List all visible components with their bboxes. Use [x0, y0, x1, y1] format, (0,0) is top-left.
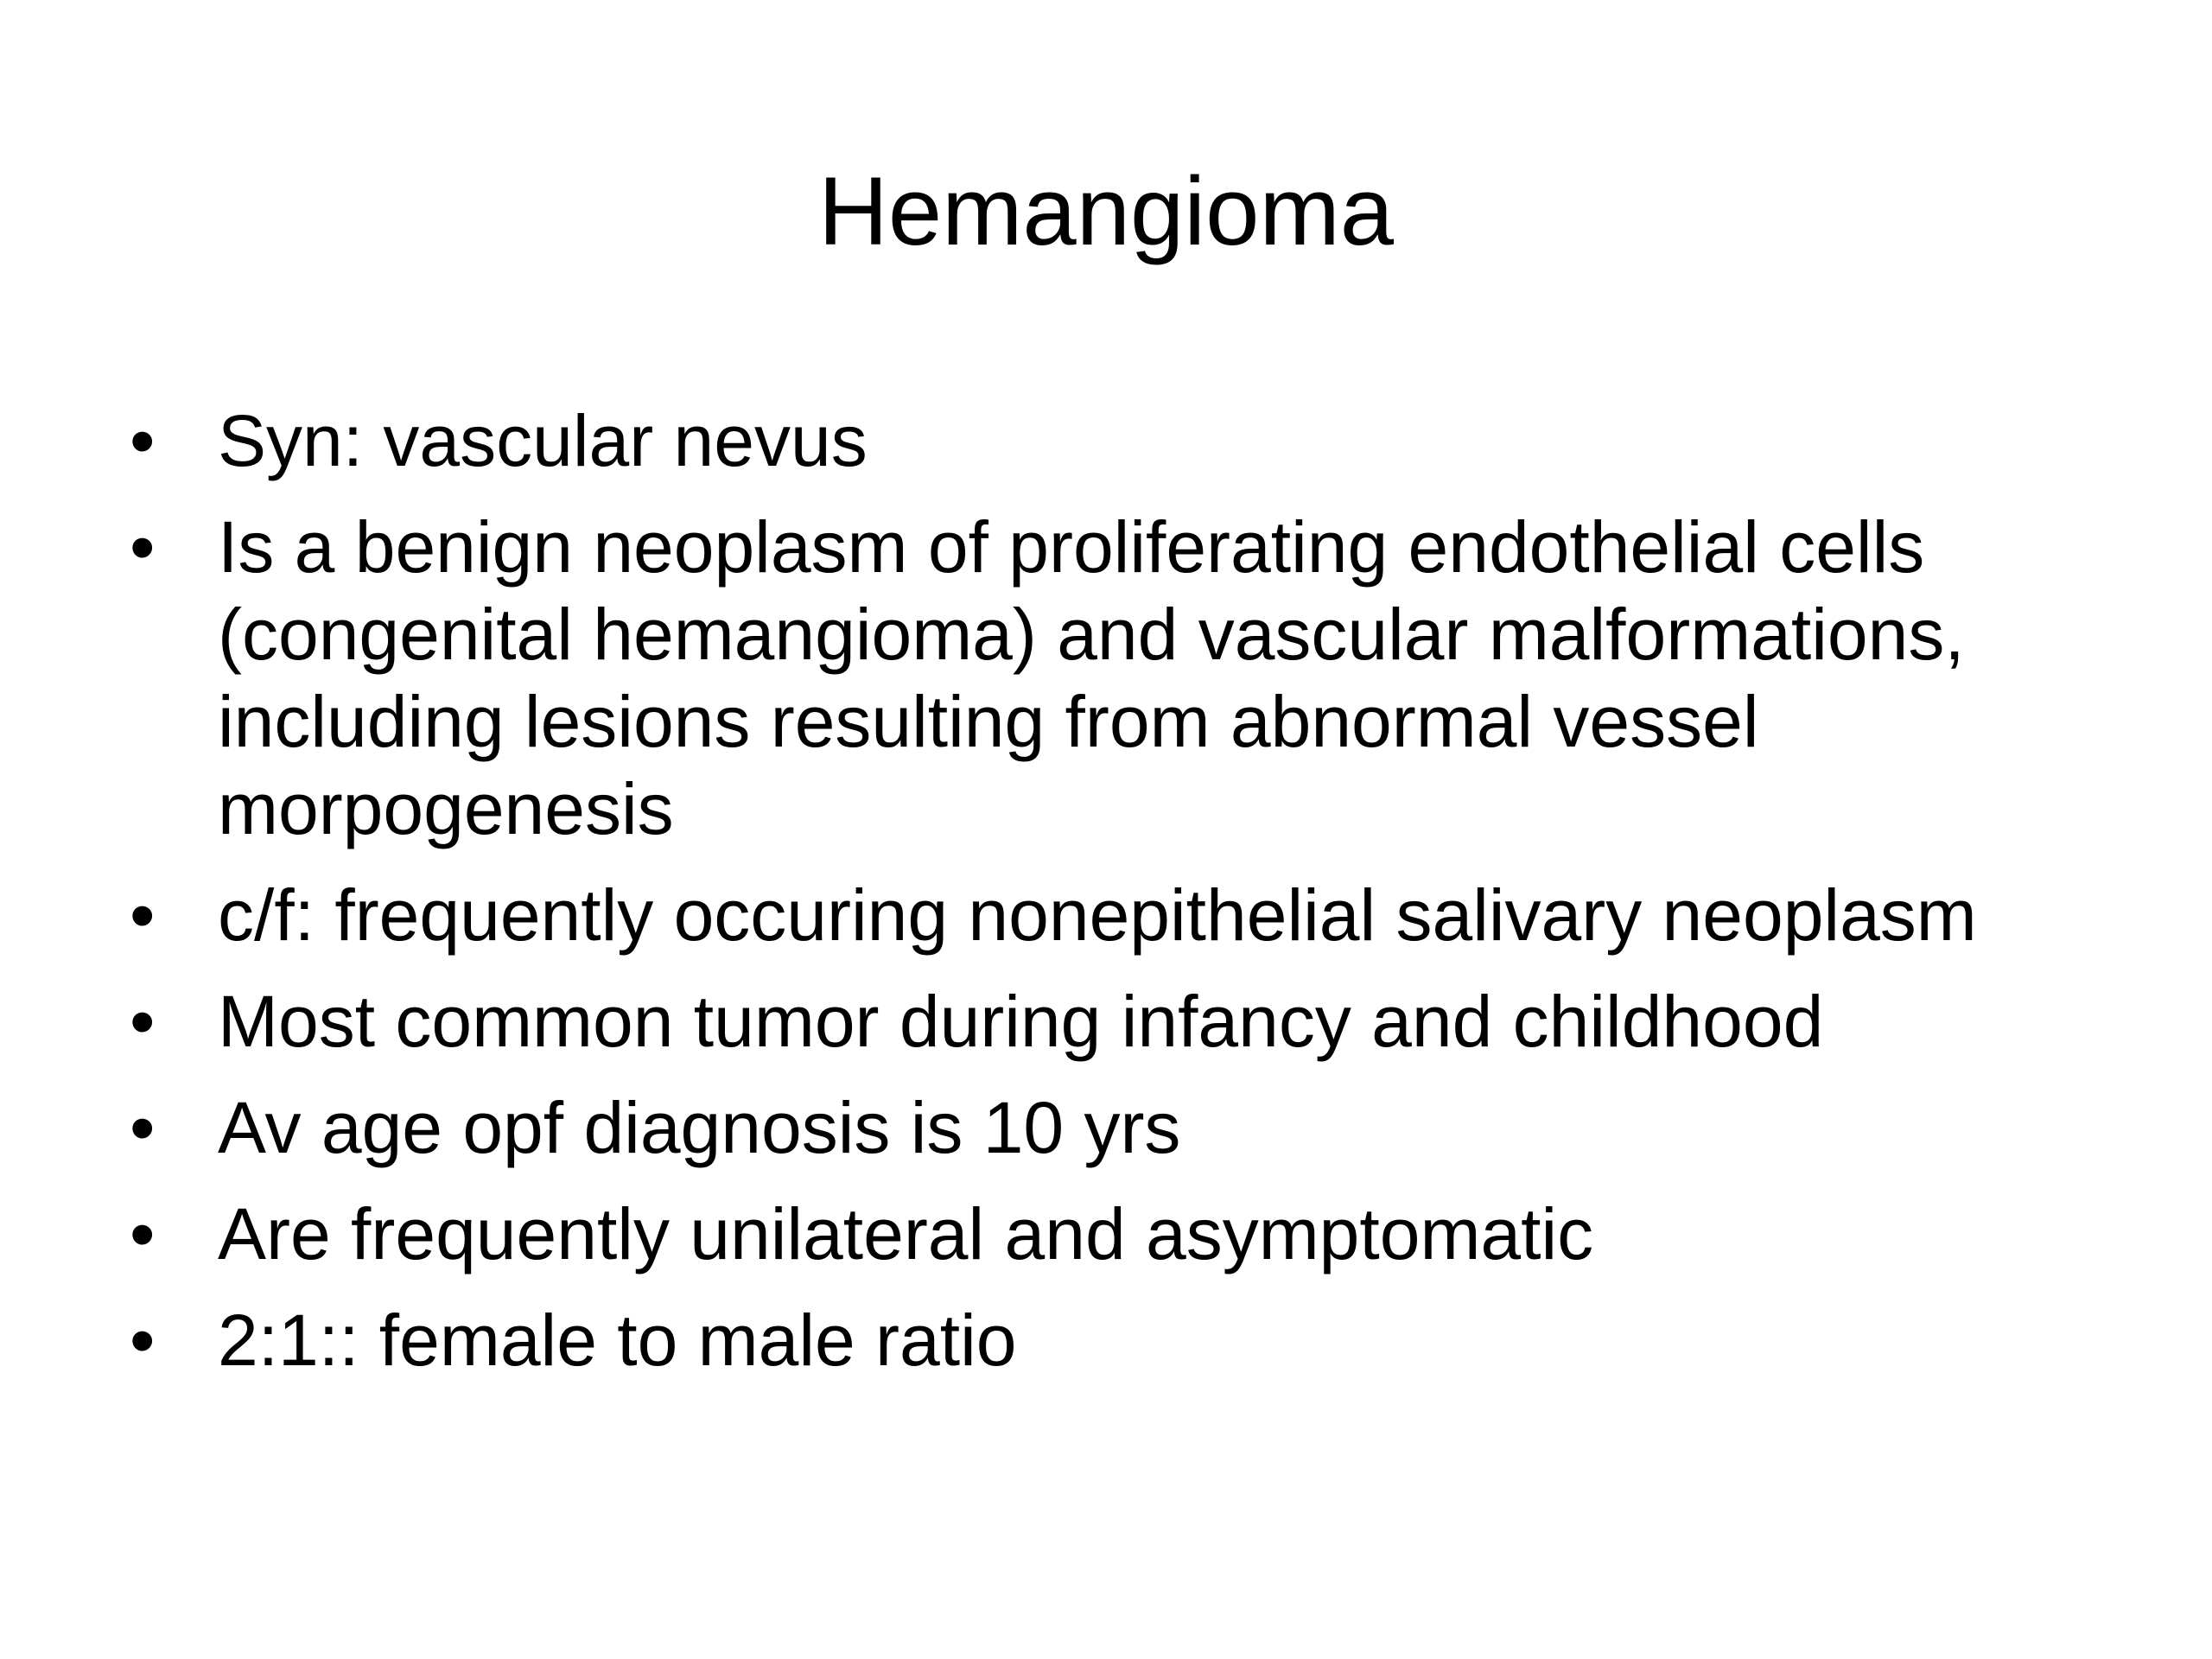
bullet-list	[130, 397, 2100, 1403]
bullet-item	[130, 504, 2100, 853]
bullet-text: Is a benign neoplasm of proliferating endothelial cells (congenital hemangioma) and vascular malformations, including lesions resulting from abnormal vessel morpogenesis	[218, 506, 1965, 849]
bullet-text: c/f: frequently occuring nonepithelial salivary neoplasm	[218, 874, 1977, 956]
bullet-text: Av age opf diagnosis is 10 yrs	[218, 1087, 1181, 1168]
bullet-icon: •	[130, 1300, 156, 1381]
bullet-text: Syn: vascular nevus	[218, 400, 868, 481]
bullet-icon: •	[130, 1087, 156, 1168]
bullet-icon: •	[130, 981, 156, 1062]
bullet-item	[130, 978, 2100, 1065]
bullet-text: 2:1:: female to male ratio	[218, 1300, 1017, 1381]
bullet-text: Are frequently unilateral and asymptomatic	[218, 1193, 1594, 1274]
bullet-item	[130, 397, 2100, 485]
bullet-item	[130, 1297, 2100, 1384]
bullet-text: Most common tumor during infancy and childhood	[218, 981, 1824, 1062]
bullet-icon: •	[130, 874, 156, 956]
bullet-item	[130, 872, 2100, 959]
bullet-item	[130, 1084, 2100, 1172]
bullet-icon: •	[130, 506, 156, 588]
bullet-item	[130, 1191, 2100, 1278]
slide-title: Hemangioma	[817, 157, 1395, 265]
bullet-icon: •	[130, 1193, 156, 1274]
bullet-icon: •	[130, 400, 156, 481]
